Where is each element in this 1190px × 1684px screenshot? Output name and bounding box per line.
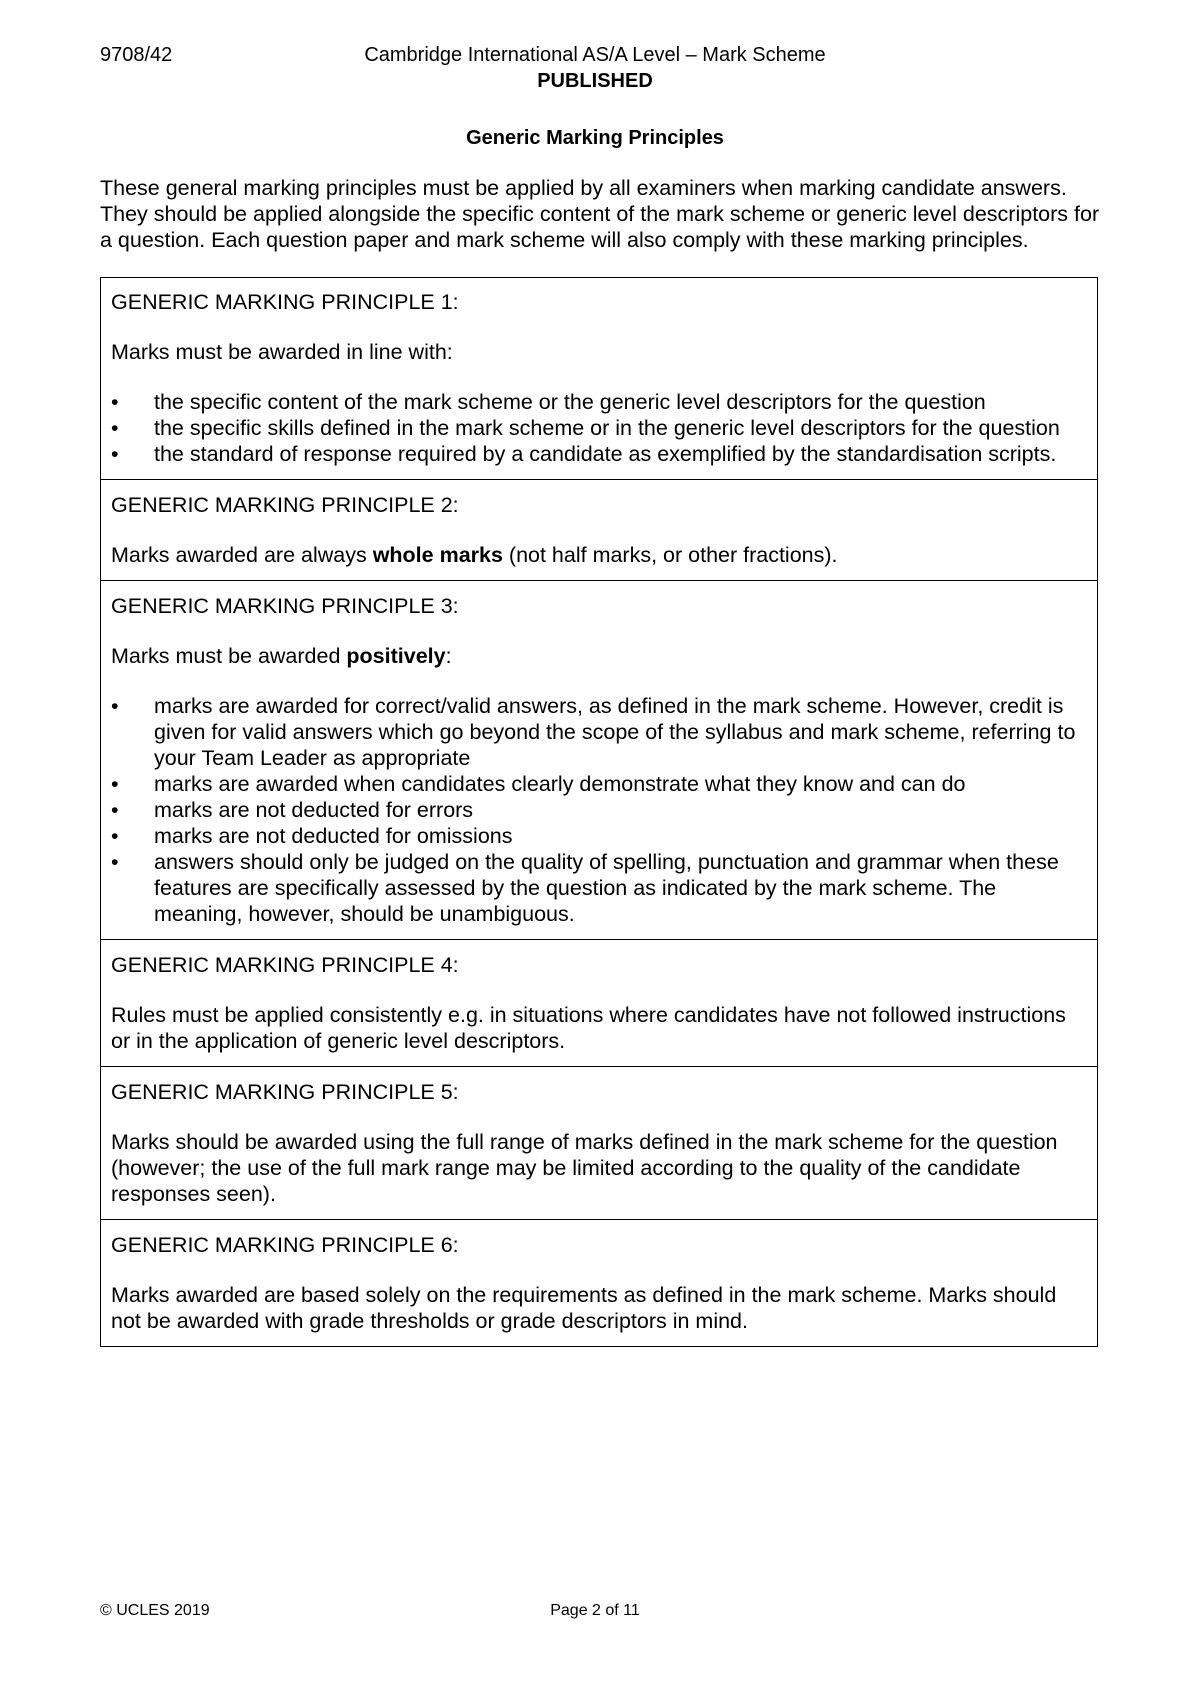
principle-text-part: (not half marks, or other fractions).: [502, 543, 838, 567]
principle-text: Marks awarded are based solely on the requirements as defined in the mark scheme. Marks should not be awarded with grade thresholds or grade descriptors in mind.: [111, 1283, 1057, 1333]
list-item-text: marks are awarded when candidates clearly demonstrate what they know and can do: [154, 772, 966, 796]
section-heading: Generic Marking Principles: [466, 127, 724, 149]
bullet-icon: •: [111, 772, 119, 796]
list-item-text: the standard of response required by a candidate as exemplified by the standardisation scripts.: [154, 442, 1057, 466]
principle-text-emphasis: whole marks: [372, 543, 503, 567]
bullet-icon: •: [111, 850, 119, 874]
principle-title: GENERIC MARKING PRINCIPLE 5:: [111, 1080, 459, 1104]
list-item: [111, 797, 1087, 823]
principle-text: Marks must be awarded in line with:: [111, 340, 453, 364]
list-item-text: marks are awarded for correct/valid answers, as defined in the mark scheme. However, credit is given for valid answers which go beyond the scope of the syllabus and mark scheme, referring to your Team Leader as appropriate: [154, 694, 1076, 770]
bullet-icon: •: [111, 390, 119, 414]
principle-text: [111, 643, 1087, 669]
document-title: Cambridge International AS/A Level – Mark Scheme: [364, 44, 826, 66]
principle-text-part: :: [445, 644, 452, 668]
list-item: [111, 693, 1087, 771]
list-item: [111, 389, 1087, 415]
principle-text-part: Marks awarded are always: [111, 543, 373, 567]
bullet-icon: •: [111, 824, 119, 848]
principle-title: GENERIC MARKING PRINCIPLE 2:: [111, 493, 459, 517]
principle-6: [101, 1219, 1097, 1346]
principle-4: [101, 939, 1097, 1066]
bullet-icon: •: [111, 416, 119, 440]
list-item: [111, 771, 1087, 797]
principle-2: [101, 479, 1097, 580]
bullet-icon: •: [111, 694, 119, 718]
bullet-icon: •: [111, 798, 119, 822]
syllabus-code: 9708/42: [100, 44, 173, 66]
list-item: [111, 415, 1087, 441]
principle-text-emphasis: positively: [346, 644, 446, 668]
intro-paragraph: These general marking principles must be applied by all examiners when marking candidate answers. They should be applied alongside the specific content of the mark scheme or generic level descriptors for a question. Each question paper and mark scheme will also comply with these marking principles.: [100, 176, 1100, 252]
principle-title: GENERIC MARKING PRINCIPLE 4:: [111, 953, 459, 977]
principle-title: GENERIC MARKING PRINCIPLE 3:: [111, 594, 459, 618]
list-item: [111, 849, 1087, 927]
bullet-icon: •: [111, 442, 119, 466]
list-item-text: answers should only be judged on the quality of spelling, punctuation and grammar when these features are specifically assessed by the question as indicated by the mark scheme. The meaning, however, should be unambiguous.: [154, 850, 1059, 926]
list-item-text: marks are not deducted for errors: [154, 798, 474, 822]
list-item-text: the specific content of the mark scheme or the generic level descriptors for the question: [154, 390, 986, 414]
principle-text: [111, 542, 1087, 568]
principle-text: Marks should be awarded using the full range of marks defined in the mark scheme for the question (however; the use of the full mark range may be limited according to the quality of the candidate responses seen).: [111, 1130, 1058, 1206]
principle-title: GENERIC MARKING PRINCIPLE 6:: [111, 1233, 459, 1257]
list-item-text: marks are not deducted for omissions: [154, 824, 513, 848]
principle-text-part: Marks must be awarded: [111, 644, 347, 668]
principle-3: [101, 580, 1097, 939]
principle-5: [101, 1066, 1097, 1219]
copyright-notice: © UCLES 2019: [100, 1602, 210, 1619]
principle-bullet-list: [111, 693, 1087, 927]
list-item: [111, 823, 1087, 849]
principle-title: GENERIC MARKING PRINCIPLE 1:: [111, 290, 459, 314]
principles-table: [100, 277, 1098, 1347]
principle-1: [101, 277, 1097, 479]
list-item-text: the specific skills defined in the mark scheme or in the generic level descriptors for the question: [154, 416, 1060, 440]
principle-text: Rules must be applied consistently e.g. in situations where candidates have not followed instructions or in the application of generic level descriptors.: [111, 1003, 1066, 1053]
page-number: Page 2 of 11: [550, 1602, 640, 1619]
published-label: PUBLISHED: [537, 70, 653, 92]
principle-bullet-list: [111, 389, 1087, 467]
list-item: [111, 441, 1087, 467]
